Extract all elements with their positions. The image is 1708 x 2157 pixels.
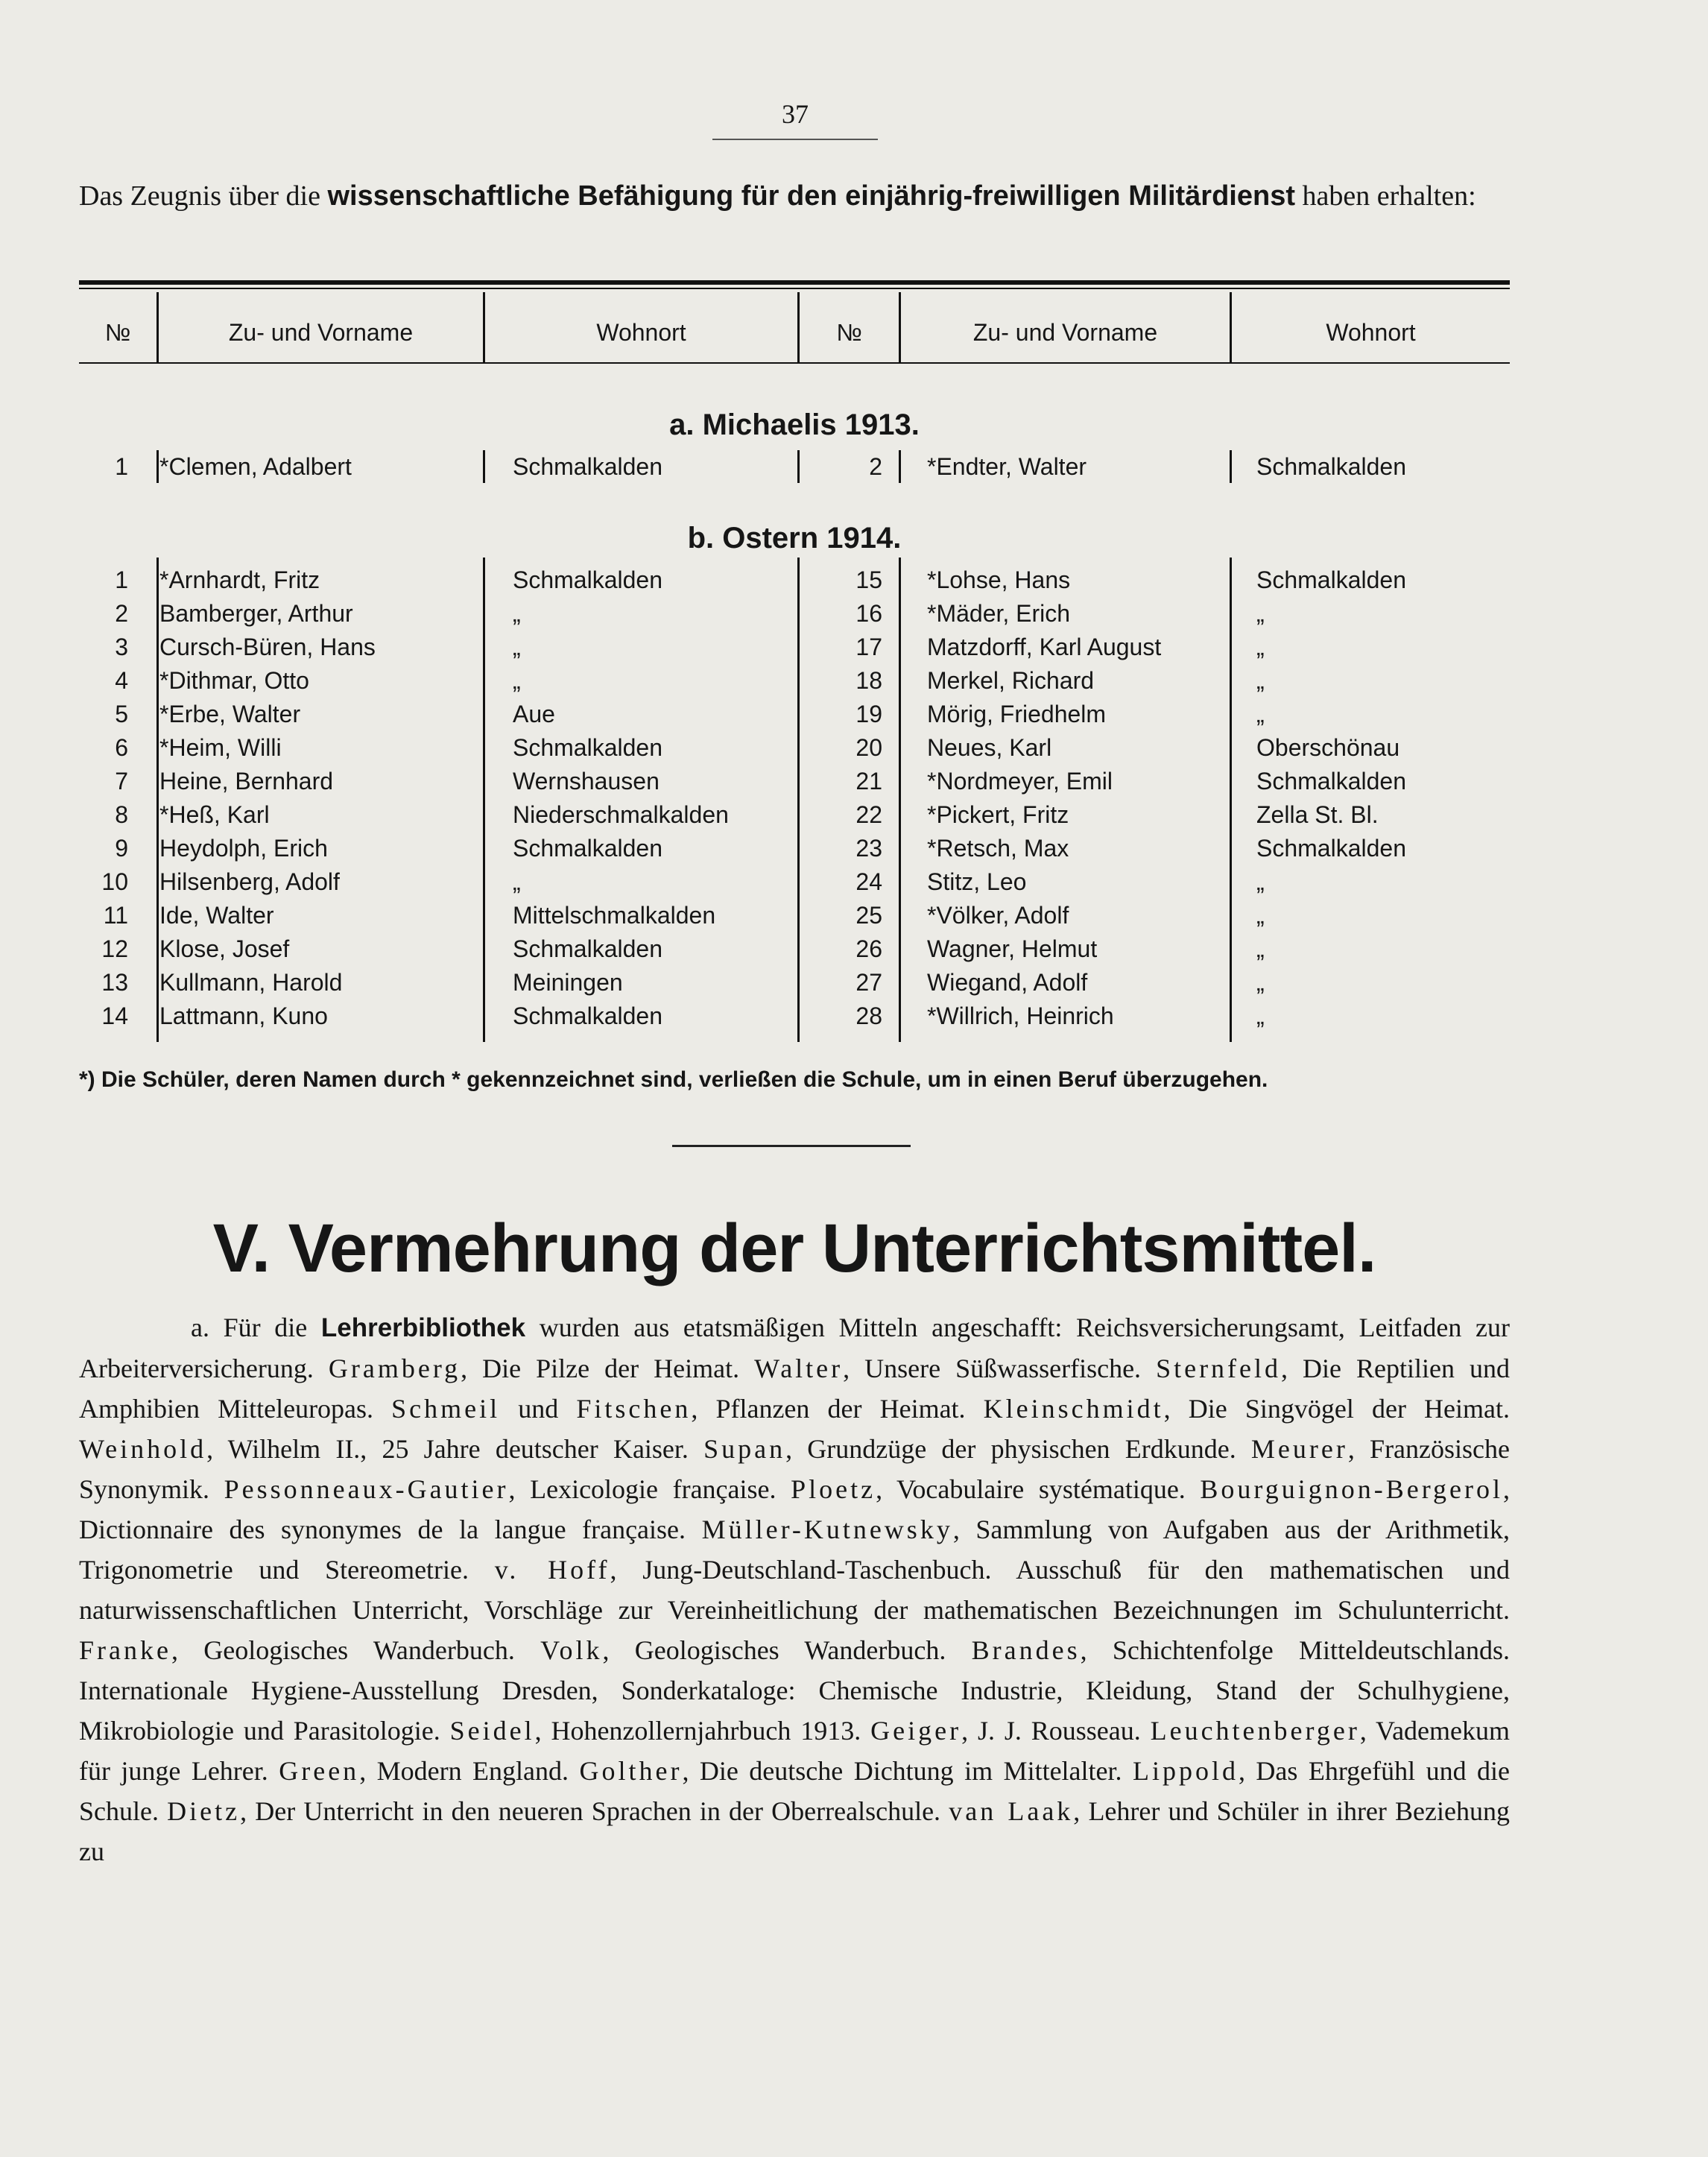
student-residence: Niederschmalkalden [513, 801, 729, 828]
body-text: , Die deutsche Dichtung im Mittelalter. [682, 1756, 1133, 1786]
student-number: 6 [115, 734, 128, 761]
author-name: Leuchtenberger [1150, 1716, 1360, 1746]
student-number: 21 [855, 768, 882, 795]
body-text: , Die Singvögel der Heimat. [1163, 1394, 1510, 1424]
student-name: Merkel, Richard [927, 667, 1095, 694]
student-number: 19 [855, 701, 882, 727]
student-name: *Clemen, Adalbert [159, 453, 352, 480]
student-residence: Zella St. Bl. [1256, 801, 1379, 828]
table-row [79, 664, 1510, 698]
author-name: Kleinschmidt [983, 1394, 1164, 1424]
author-name: Volk [540, 1635, 603, 1665]
student-name: Wiegand, Adolf [927, 969, 1088, 996]
author-name: Geiger [870, 1716, 962, 1746]
student-number: 15 [855, 566, 882, 593]
student-number: 28 [855, 1002, 882, 1029]
student-number: 13 [101, 969, 128, 996]
page-number-rule [712, 139, 878, 140]
student-name: *Retsch, Max [927, 835, 1069, 862]
author-name: Franke [79, 1635, 171, 1665]
student-residence: „ [513, 634, 521, 660]
student-residence: Meiningen [513, 969, 623, 996]
intro-text-after: haben erhalten: [1295, 180, 1476, 212]
body-text: , Geologisches Wanderbuch. [602, 1635, 972, 1665]
body-text: , J. J. Rousseau. [961, 1716, 1151, 1746]
student-name: Ide, Walter [159, 902, 274, 929]
student-number: 24 [855, 868, 882, 895]
body-text: , Hohenzollernjahrbuch 1913. [534, 1716, 871, 1746]
page-number: 37 [782, 99, 809, 129]
body-text: , Die Reptilien und Amphibien Mitteleuropas. [79, 1354, 1511, 1424]
student-residence: Schmalkalden [1256, 566, 1406, 593]
student-residence: „ [513, 667, 521, 694]
student-name: Bamberger, Arthur [159, 600, 353, 627]
student-name: *Dithmar, Otto [159, 667, 309, 694]
table-top-rule [79, 280, 1510, 285]
student-number: 23 [855, 835, 882, 862]
author-name: Green [279, 1756, 360, 1786]
student-residence: Wernshausen [513, 768, 660, 795]
student-name: Klose, Josef [159, 935, 290, 962]
student-name: Stitz, Leo [927, 868, 1027, 895]
table-row [79, 631, 1510, 664]
section-ostern: b. Ostern 1914. [687, 522, 902, 555]
footnote: *) Die Schüler, deren Namen durch * gekennzeichnet sind, verließen die Schule, um in einen Beruf überzugehen. [79, 1067, 1268, 1092]
student-residence: „ [1256, 868, 1265, 895]
table-row [79, 698, 1510, 731]
student-name: Matzdorff, Karl August [927, 634, 1162, 660]
student-residence: Schmalkalden [513, 835, 662, 862]
student-residence: Schmalkalden [513, 1002, 662, 1029]
chapter-heading: V. Vermehrung der Unterrichtsmittel. [212, 1210, 1376, 1286]
table-top-rule-thin [79, 288, 1510, 289]
student-residence: „ [1256, 667, 1265, 694]
student-residence: „ [513, 868, 521, 895]
student-residence: „ [1256, 969, 1265, 996]
header-num-2: № [836, 319, 862, 346]
table-row [79, 563, 1510, 597]
table-row [79, 832, 1510, 865]
author-name: Meurer [1250, 1434, 1348, 1464]
student-residence: „ [1256, 902, 1265, 929]
student-residence: „ [1256, 935, 1265, 962]
table-row [79, 999, 1510, 1033]
intro-text-before: Das Zeugnis über die [79, 180, 328, 212]
student-name: *Lohse, Hans [927, 566, 1071, 593]
intro-paragraph [79, 179, 1510, 213]
student-name: *Mäder, Erich [927, 600, 1071, 627]
student-name: *Erbe, Walter [159, 701, 301, 727]
student-residence: „ [1256, 701, 1265, 727]
author-name: Seidel [449, 1716, 535, 1746]
author-name: Müller-Kutnewsky [701, 1515, 953, 1544]
student-name: Heine, Bernhard [159, 768, 334, 795]
body-text: wurden aus etatsmäßigen Mitteln angeschafft: Reichsversicherungsamt, Leitfaden zur Arbeiterversicherung. [79, 1313, 1511, 1383]
body-text: , Vademekum für junge Lehrer. [79, 1716, 1511, 1786]
body-text: , Lehrer und Schüler in ihrer Beziehung zu [79, 1796, 1510, 1866]
student-number: 25 [855, 902, 882, 929]
student-residence: Schmalkalden [513, 935, 662, 962]
student-residence: Schmalkalden [513, 734, 662, 761]
student-name: Mörig, Friedhelm [927, 701, 1107, 727]
student-name: Heydolph, Erich [159, 835, 328, 862]
author-name: Ploetz [791, 1474, 876, 1504]
michaelis-rows [79, 450, 1510, 484]
table-row [79, 798, 1510, 832]
body-text: , Vocabulaire systématique. [876, 1474, 1201, 1504]
header-name-1: Zu- und Vorname [228, 319, 414, 346]
student-number: 10 [101, 868, 128, 895]
student-residence: „ [513, 600, 521, 627]
body-text: , Französische Synonymik. [79, 1434, 1510, 1504]
intro-bold: wissenschaftliche Befähigung für den einjährig-freiwilligen Militärdienst [327, 180, 1295, 212]
student-number: 9 [115, 835, 128, 862]
body-text: , Die Pilze der Heimat. [461, 1354, 755, 1383]
student-number: 20 [855, 734, 882, 761]
student-number: 18 [855, 667, 882, 694]
body-text: und [500, 1394, 577, 1424]
student-residence: Schmalkalden [1256, 768, 1406, 795]
author-name: Weinhold [79, 1434, 207, 1464]
body-text: , Dictionnaire des synonymes de la langue française. [79, 1474, 1511, 1544]
table-row [79, 597, 1510, 631]
student-name: *Nordmeyer, Emil [927, 768, 1113, 795]
student-residence: „ [1256, 634, 1265, 660]
student-residence: Schmalkalden [1256, 453, 1406, 480]
author-name: Walter [754, 1354, 844, 1383]
student-name: Hilsenberg, Adolf [159, 868, 340, 895]
table-row [79, 450, 1510, 484]
student-number: 16 [855, 600, 882, 627]
header-ort-2: Wohnort [1326, 319, 1416, 346]
student-number: 8 [115, 801, 128, 828]
body-text: , Das Ehrgefühl und die Schule. [79, 1756, 1511, 1826]
author-name: Brandes [971, 1635, 1081, 1665]
student-number: 1 [115, 453, 128, 480]
student-number: 7 [115, 768, 128, 795]
body-text: a. Für die [191, 1313, 321, 1342]
body-text: , Jung-Deutschland-Taschenbuch. Ausschuß für den mathematischen und naturwissenschaftlichen Unterricht, Vorschläge zur Vereinheitlichung der mathematischen Bezeichnungen im Schulunterricht. [79, 1555, 1510, 1625]
student-number: 27 [855, 969, 882, 996]
student-number: 4 [115, 667, 128, 694]
body-text: , Geologisches Wanderbuch. [171, 1635, 541, 1665]
table-row [79, 765, 1510, 798]
author-name: Gramberg [328, 1354, 461, 1383]
table-row [79, 899, 1510, 932]
section-divider [672, 1145, 911, 1147]
table-row [79, 932, 1510, 966]
author-name: Sternfeld [1156, 1354, 1282, 1383]
student-name: *Heß, Karl [159, 801, 270, 828]
student-name: Kullmann, Harold [159, 969, 343, 996]
body-text: , Modern England. [359, 1756, 580, 1786]
student-number: 22 [855, 801, 882, 828]
body-bold: Lehrerbibliothek [320, 1313, 526, 1342]
body-text: , Unsere Süßwasserfische. [843, 1354, 1157, 1383]
student-number: 12 [101, 935, 128, 962]
header-num-1: № [104, 319, 131, 346]
student-residence: Schmalkalden [513, 453, 662, 480]
student-residence: Schmalkalden [1256, 835, 1406, 862]
author-name: van Laak [949, 1796, 1074, 1826]
student-residence: Aue [513, 701, 555, 727]
body-text: , Sammlung von Aufgaben aus der Arithmetik, Trigonometrie und Stereometrie. [79, 1515, 1510, 1585]
author-name: Schmeil [391, 1394, 501, 1424]
body-text: , Schichtenfolge Mitteldeutschlands. Internationale Hygiene-Ausstellung Dresden, Sonderkataloge: Chemische Industrie, Kleidung, Stand der Schulhygiene, Mikrobiologie und Parasitologie. [79, 1635, 1511, 1746]
body-text: , Grundzüge der physischen Erdkunde. [785, 1434, 1251, 1464]
student-residence: Mittelschmalkalden [513, 902, 716, 929]
student-name: *Pickert, Fritz [927, 801, 1069, 828]
table-row [79, 865, 1510, 899]
student-residence: Schmalkalden [513, 566, 662, 593]
student-number: 2 [115, 600, 128, 627]
student-number: 26 [855, 935, 882, 962]
student-residence: „ [1256, 1002, 1265, 1029]
student-number: 17 [855, 634, 882, 660]
student-number: 11 [103, 902, 128, 929]
table-row [79, 966, 1510, 999]
body-paragraph [79, 1307, 1510, 1872]
author-name: v. Hoff [494, 1555, 610, 1585]
author-name: Golther [579, 1756, 683, 1786]
author-name: Supan [703, 1434, 786, 1464]
student-name: *Willrich, Heinrich [927, 1002, 1114, 1029]
student-number: 2 [869, 453, 882, 480]
table-header-rule [79, 362, 1510, 364]
student-number: 3 [115, 634, 128, 660]
table-row [79, 731, 1510, 765]
body-text: , Pflanzen der Heimat. [691, 1394, 984, 1424]
body-text: , Der Unterricht in den neueren Sprachen in der Oberrealschule. [240, 1796, 949, 1826]
student-number: 5 [115, 701, 128, 727]
body-text: , Wilhelm II., 25 Jahre deutscher Kaiser. [206, 1434, 704, 1464]
author-name: Lippold [1132, 1756, 1239, 1786]
author-name: Pessonneaux-Gautier [224, 1474, 509, 1504]
student-name: Cursch-Büren, Hans [159, 634, 376, 660]
student-name: *Heim, Willi [159, 734, 282, 761]
header-ort-1: Wohnort [596, 319, 686, 346]
student-name: Neues, Karl [927, 734, 1052, 761]
author-name: Fitschen [576, 1394, 692, 1424]
student-name: *Endter, Walter [927, 453, 1087, 480]
student-number: 1 [115, 566, 128, 593]
header-name-2: Zu- und Vorname [972, 319, 1158, 346]
student-name: *Arnhardt, Fritz [159, 566, 320, 593]
section-michaelis: a. Michaelis 1913. [669, 408, 920, 441]
ostern-rows [79, 563, 1510, 1033]
student-name: Lattmann, Kuno [159, 1002, 328, 1029]
author-name: Dietz [167, 1796, 241, 1826]
student-residence: „ [1256, 600, 1265, 627]
student-name: *Völker, Adolf [927, 902, 1069, 929]
author-name: Bourguignon-Bergerol [1200, 1474, 1504, 1504]
student-name: Wagner, Helmut [927, 935, 1098, 962]
body-text: , Lexicologie française. [508, 1474, 791, 1504]
student-residence: Oberschönau [1256, 734, 1400, 761]
student-number: 14 [101, 1002, 128, 1029]
